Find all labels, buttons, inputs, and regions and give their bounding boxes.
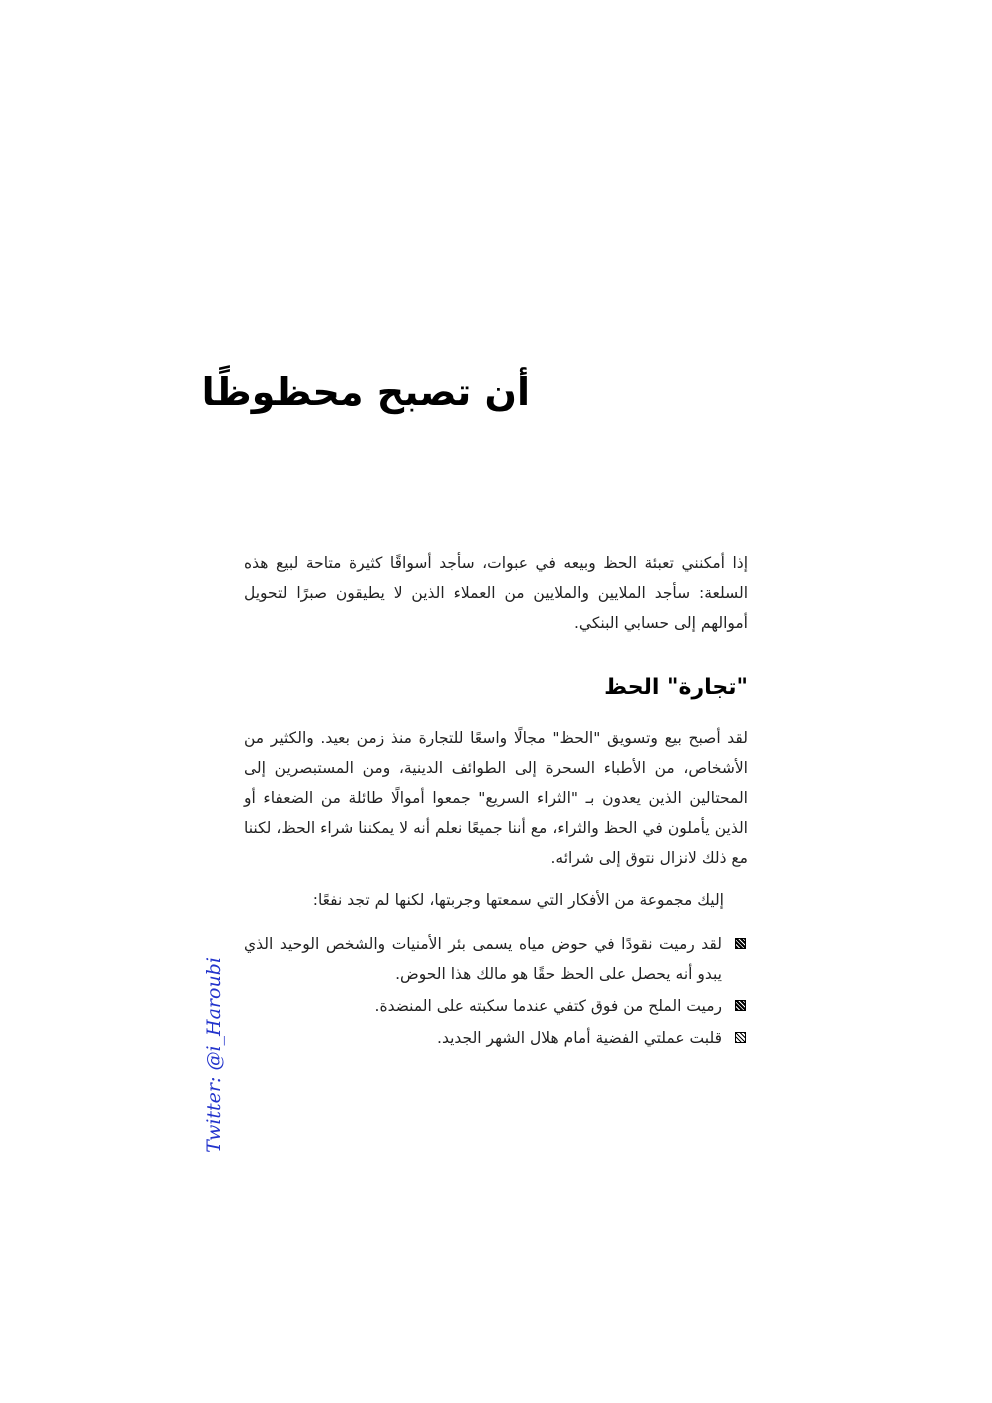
hatched-square-bullet-icon	[735, 1032, 746, 1043]
chapter-title: أن تصبح محظوظًا	[201, 370, 530, 414]
hatched-square-bullet-icon	[735, 938, 746, 949]
list-item-text: قلبت عملتي الفضية أمام هلال الشهر الجديد.	[437, 1029, 722, 1047]
hatched-square-bullet-icon	[735, 1000, 746, 1011]
section-heading: "تجارة" الحظ	[604, 675, 748, 700]
list-item-text: لقد رميت نقودًا في حوض مياه يسمى بئر الأمنيات والشخص الوحيد الذي يبدو أنه يحصل على الحظ حقًا هو مالك هذا الحوض.	[244, 935, 722, 983]
list-item	[244, 1023, 748, 1053]
list-lead-in: إليك مجموعة من الأفكار التي سمعتها وجربتها، لكنها لم تجد نفعًا:	[312, 891, 724, 909]
list-item-text: رميت الملح من فوق كتفي عندما سكبته على المنضدة.	[374, 997, 722, 1015]
body-paragraph: لقد أصبح بيع وتسويق "الحظ" مجالًا واسعًا للتجارة منذ زمن بعيد. والكثير من الأشخاص، من الأطباء السحرة إلى الطوائف الدينية، ومن المستبصرين إلى المحتالين الذين يعدون بـ "الثراء السريع" جمعوا أموالًا طائلة من الضعفاء أو الذين يأملون في الحظ والثراء، مع أننا جميعًا نعلم أنه لا يمكننا شراء الحظ، لكننا مع ذلك لانزال نتوق إلى شرائه.	[244, 729, 748, 867]
intro-paragraph: إذا أمكنني تعبئة الحظ وبيعه في عبوات، سأجد أسواقًا كثيرة متاحة لبيع هذه السلعة: سأجد الملايين والملايين من العملاء الذين لا يطيقون صبرًا لتحويل أموالهم إلى حسابي البنكي.	[244, 554, 748, 632]
list-item	[244, 929, 748, 989]
ideas-list	[244, 929, 748, 1055]
twitter-watermark: Twitter: @i_Haroubi	[203, 957, 225, 1153]
list-item	[244, 991, 748, 1021]
